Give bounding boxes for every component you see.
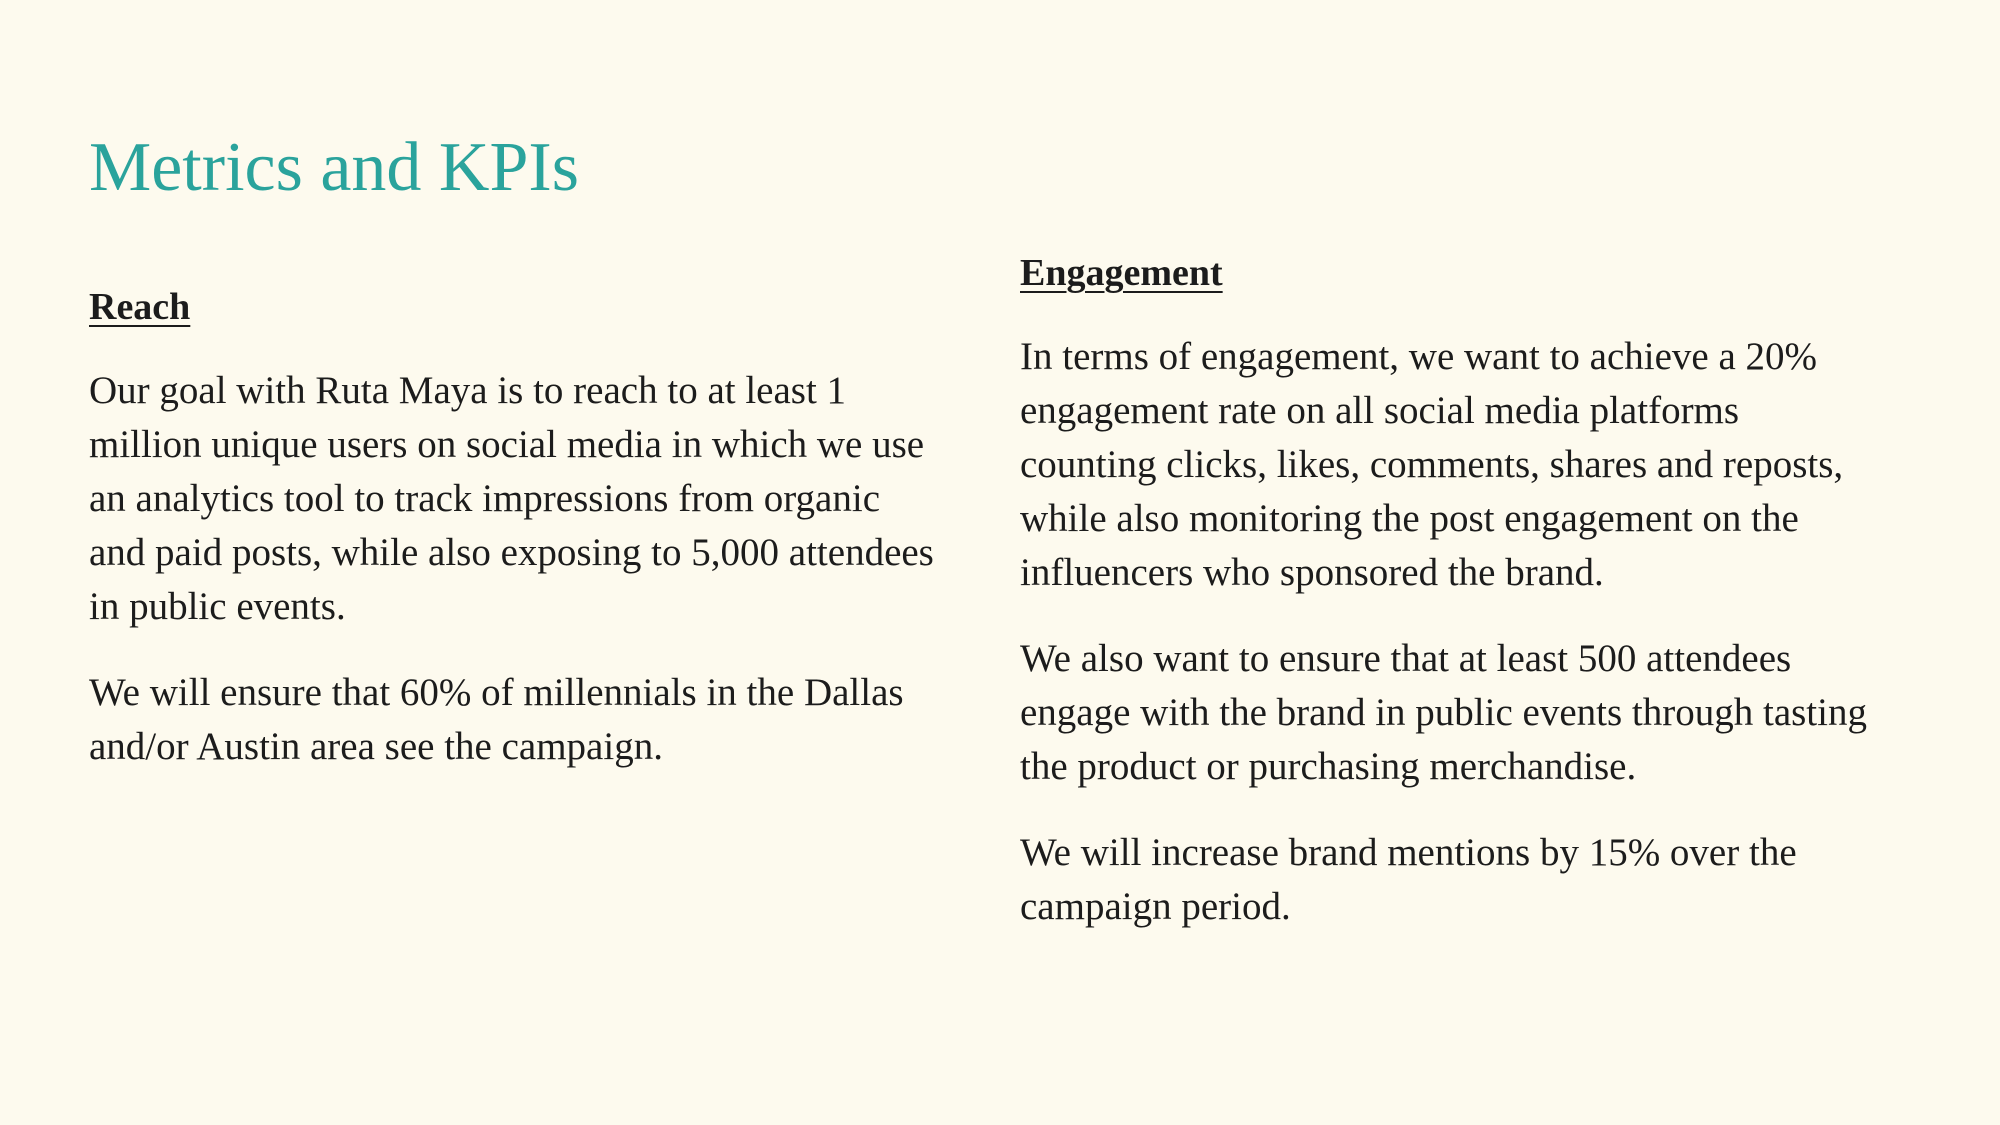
- engagement-paragraph-2: We also want to ensure that at least 500 attendees engage with the brand in public events through tasting the product or purchasing merchandise.: [1020, 637, 1867, 788]
- reach-paragraph-2: We will ensure that 60% of millennials in the Dallas and/or Austin area see the campaign.: [89, 671, 904, 768]
- engagement-heading: Engagement: [1020, 252, 1223, 294]
- engagement-paragraph-1: In terms of engagement, we want to achieve a 20% engagement rate on all social media platforms counting clicks, likes, comments, shares and reposts, while also monitoring the post engagement on the influencers who sponsored the brand.: [1020, 335, 1844, 594]
- reach-section: [89, 282, 939, 806]
- engagement-section: [1020, 248, 1880, 966]
- reach-heading: Reach: [89, 286, 191, 328]
- reach-paragraph-1: Our goal with Ruta Maya is to reach to at least 1 million unique users on social media in which we use an analytics tool to track impressions from organic and paid posts, while also exposing to 5,000 attendees in public events.: [89, 369, 934, 628]
- engagement-paragraph-3: We will increase brand mentions by 15% over the campaign period.: [1020, 831, 1797, 928]
- slide-title: Metrics and KPIs: [89, 129, 579, 206]
